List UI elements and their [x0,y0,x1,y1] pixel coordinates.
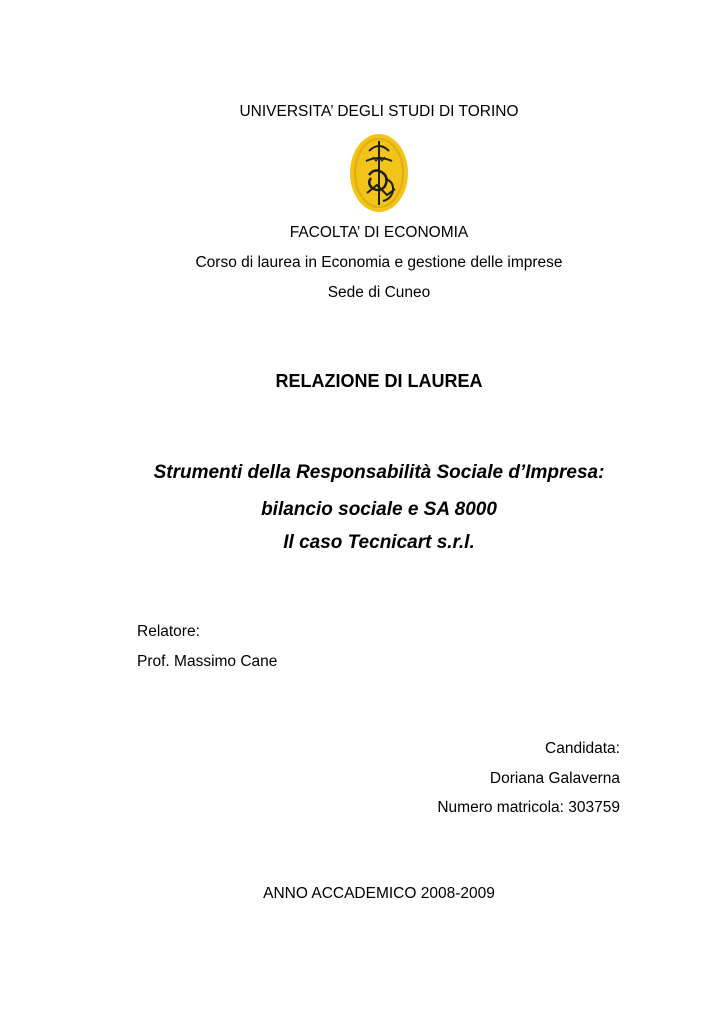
thesis-title-line-3: Il caso Tecnicart s.r.l. [283,532,475,553]
candidate-label: Candidata: [545,740,620,757]
course-name: Corso di laurea in Economia e gestione delle imprese [195,254,563,271]
academic-year: ANNO ACCADEMICO 2008-2009 [263,885,495,902]
supervisor-label: Relatore: [137,623,200,640]
supervisor-name: Prof. Massimo Cane [137,653,278,670]
candidate-name: Doriana Galaverna [489,770,620,787]
university-seal-icon [349,133,409,213]
campus-seat: Sede di Cuneo [327,284,431,301]
thesis-title-line-2: bilancio sociale e SA 8000 [261,499,497,520]
document-type: RELAZIONE DI LAUREA [275,371,483,391]
thesis-title-line-1: Strumenti della Responsabilità Sociale d’Impresa: [153,462,605,483]
student-id: Numero matricola: 303759 [437,799,620,816]
faculty-name: FACOLTA’ DI ECONOMIA [289,224,469,241]
university-name: UNIVERSITA’ DEGLI STUDI DI TORINO [239,103,519,120]
